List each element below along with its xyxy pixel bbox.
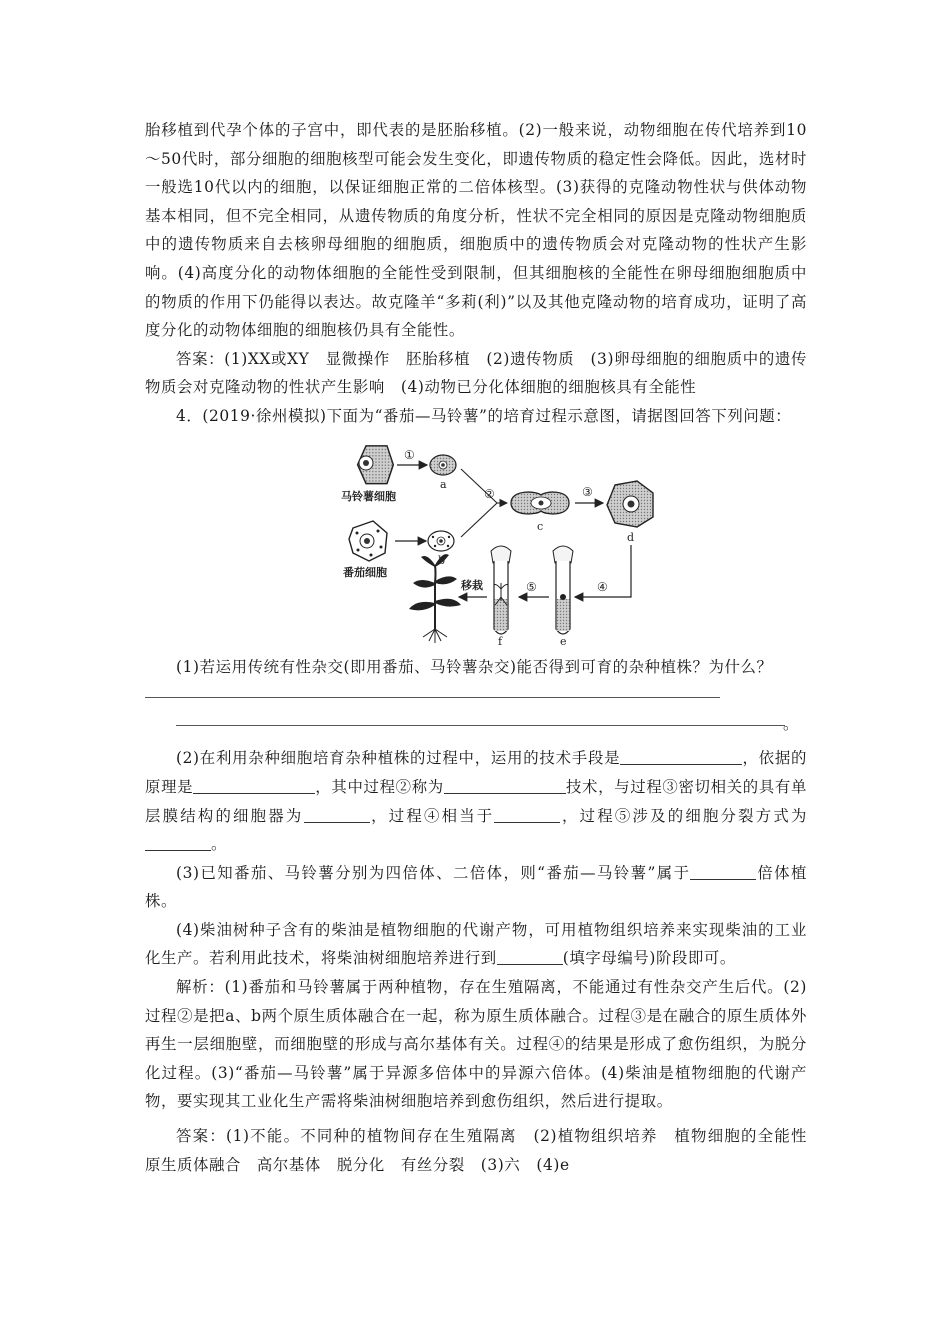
q4-4-text-a: (4)柴油树种子含有的柴油是植物细胞的代谢产物，可用植物组织培养来实现柴油的工业化生产。若利用此技术，将柴油树细胞培养进行到	[145, 920, 807, 968]
answer-blank-line-1[interactable]	[145, 681, 807, 710]
paragraph-analysis-q3-continued: 胎移植到代孕个体的子宫中，即代表的是胚胎移植。(2)一般来说，动物细胞在传代培养到10～50代时，部分细胞的细胞核型可能会发生变化，即遗传物质的稳定性会降低。因此，选材时一般选10代以内的细胞，以保证细胞正常的二倍体核型。(3)获得的克隆动物性状与供体动物基本相同，但不完全相同，从遗传物质的角度分析，性状不完全相同的原因是克隆动物细胞质中的遗传物质来自去核卵母细胞的细胞质，细胞质中的遗传物质会对克隆动物的性状产生影响。(4)高度分化的动物体细胞的全能性受到限制，但其细胞核的全能性在卵母细胞细胞质中的物质的作用下仍能得以表达。故克隆羊“多莉(利)”以及其他克隆动物的培育成功，证明了高度分化的动物体细胞的细胞核仍具有全能性。	[145, 121, 807, 340]
answer-line-end-mark: 。	[783, 715, 799, 734]
question-4-part-4	[145, 916, 807, 973]
potato-cell-label: 马铃薯细胞	[341, 489, 396, 503]
label-f: f	[498, 634, 503, 645]
blank-process-4[interactable]	[494, 804, 560, 823]
q4-2-text-b: ，依据的原理是	[145, 749, 808, 796]
hybrid-cell-d	[607, 481, 653, 527]
q4-2-text-d: 技术，与过程③密切相关的具有单层膜结构的细胞器为	[145, 777, 807, 825]
blank-stage[interactable]	[497, 946, 563, 965]
blank-ploidy[interactable]	[690, 861, 756, 880]
label-c: c	[537, 519, 544, 533]
q4-4-text-b: (填字母编号)阶段即可。	[562, 949, 736, 968]
cultivation-process-diagram	[145, 433, 807, 645]
step-4-label: ④	[597, 579, 608, 594]
protoplast-b	[428, 531, 454, 551]
question-4-part-2	[145, 744, 807, 858]
label-a: a	[440, 477, 447, 491]
question-4-intro: 4．(2019·徐州模拟)下面为“番茄—马铃薯”的培育过程示意图，请据图回答下列问题：	[176, 406, 792, 425]
question-4-part-3	[145, 859, 807, 916]
blank-principle[interactable]	[193, 775, 315, 794]
q4-3-text-b: 倍体植株。	[145, 863, 807, 911]
blank-technique[interactable]	[620, 746, 742, 765]
tomato-cell-label: 番茄细胞	[343, 565, 387, 579]
blank-division[interactable]	[145, 832, 211, 851]
answer-blank-line-2[interactable]	[145, 710, 807, 739]
step-3-label: ③	[582, 484, 593, 499]
document-page	[145, 116, 823, 1179]
q4-2-text-a: (2)在利用杂种细胞培育杂种植株的过程中，运用的技术手段是	[176, 749, 621, 768]
label-e: e	[560, 634, 567, 645]
blank-process-2[interactable]	[444, 775, 566, 794]
test-tube-e	[553, 546, 573, 634]
hybrid-plant	[409, 554, 461, 643]
transplant-label: 移栽	[461, 578, 483, 592]
q4-2-text-c: ，其中过程②称为	[315, 777, 444, 796]
test-tube-f	[491, 546, 511, 634]
q4-2-text-e: ，过程④相当于	[369, 806, 495, 825]
question-4-part-1: (1)若运用传统有性杂交(即用番茄、马铃薯杂交)能否得到可育的杂种植株？为什么？	[176, 657, 773, 676]
answer-q4: 答案：(1)不能。不同种的植物间存在生殖隔离 (2)植物组织培养 植物细胞的全能性 原生质体融合 高尔基体 脱分化 有丝分裂 (3)六 (4)e	[145, 1127, 823, 1174]
step-2-label: ②	[484, 486, 495, 501]
protoplast-a	[430, 455, 456, 475]
q4-2-text-g: 。	[211, 835, 227, 854]
tomato-cell	[349, 521, 387, 561]
q4-2-text-f: ，过程⑤涉及的细胞分裂方式为	[560, 806, 807, 825]
analysis-q4: 解析：(1)番茄和马铃薯属于两种植物，存在生殖隔离，不能通过有性杂交产生后代。(2)过程②是把a、b两个原生质体融合在一起，称为原生质体融合。过程③是在融合的原生质体外再生一层细胞壁，而细胞壁的形成与高尔基体有关。过程④的结果是形成了愈伤组织，为脱分化过程。(3)“番茄—马铃薯”属于异源多倍体中的异源六倍体。(4)柴油是植物细胞的代谢产物，要实现其工业化生产需将柴油树细胞培养到愈伤组织，然后进行提取。	[145, 978, 807, 1111]
q4-3-text-a: (3)已知番茄、马铃薯分别为四倍体、二倍体，则“番茄—马铃薯”属于	[176, 863, 691, 882]
step-1-label: ①	[404, 447, 415, 462]
blank-organelle[interactable]	[304, 804, 370, 823]
answer-q3: 答案：(1)XX或XY 显微操作 胚胎移植 (2)遗传物质 (3)卵母细胞的细胞质中的遗传物质会对克隆动物的性状产生影响 (4)动物已分化体细胞的细胞核具有全能性	[145, 349, 807, 397]
label-d: d	[627, 530, 635, 544]
step-5-label: ⑤	[526, 579, 537, 594]
fused-protoplast-c	[511, 492, 569, 514]
potato-cell	[358, 445, 394, 483]
